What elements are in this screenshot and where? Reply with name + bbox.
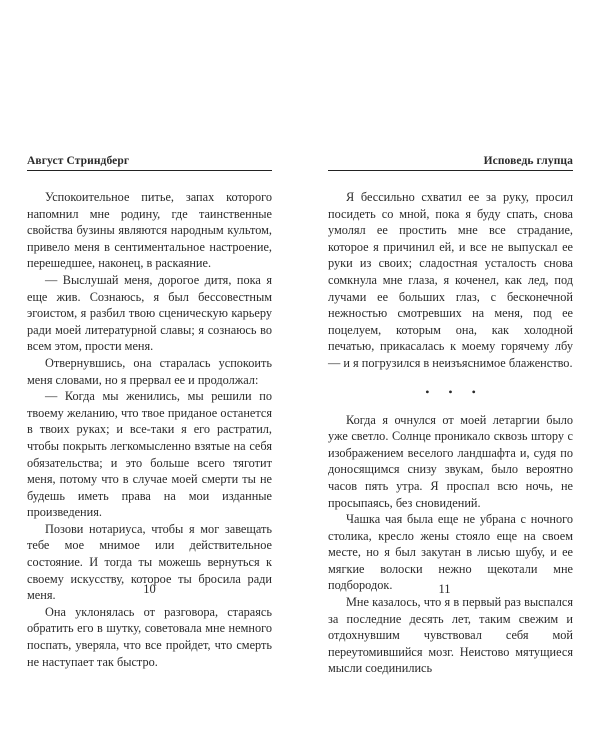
running-head-title: Исповедь глупца bbox=[328, 155, 573, 171]
running-head-author: Август Стриндберг bbox=[27, 155, 272, 171]
page-number-right: 11 bbox=[438, 582, 451, 596]
right-page-body bbox=[328, 189, 573, 677]
paragraph: Чашка чая была еще не убрана с ночного столика, кресло жены стояло еще на своем месте, но я был закутан в лисью шубу, и ее мягкие волоски нежно щекотали мне подбородок. bbox=[328, 512, 573, 593]
left-page-body bbox=[27, 189, 272, 670]
paragraph: Когда я очнулся от моей летаргии было уже светло. Солнце проникало сквозь штору с изображением веселого ландшафта и, судя по доносящимся снизу звукам, было вероятно часов пять утра. Я проспал всю ночь, не просыпаясь, без сновидений. bbox=[328, 412, 573, 510]
paragraph: — Когда мы женились, мы решили по твоему желанию, что твое приданое останется в твоих руках; и все-таки я его растратил, чтобы покрыть легкомысленно взятые на себя обязательства; и это больше всего тяготит меня, потому что в случае моей смерти ты не будешь иметь права на мои изданные произведения. bbox=[27, 389, 272, 520]
paragraph: Позови нотариуса, чтобы я мог завещать тебе мое мнимое или действительное состояние. И тогда ты можешь вернуться к своему искусству, которое ты бросила ради меня. bbox=[27, 521, 272, 603]
paragraph: Успокоительное питье, запах которого напомнил мне родину, где таинственные свойства бузины являются народным культом, привело меня в сентиментальное настроение, перешедшее, наконец, в раскаяние. bbox=[27, 190, 272, 271]
paragraph: Мне казалось, что я в первый раз выспался за последние десять лет, таким свежим и отдохнувшим чувствовал себя мой переутомившийся мозг. Неистово мятущиеся мысли соединились bbox=[328, 595, 573, 676]
paragraph: Она уклонялась от разговора, стараясь обратить его в шутку, советовала мне немного поспать, уверяла, что все пройдет, что смерть не наступает так быстро. bbox=[27, 604, 272, 669]
paragraph: — Выслушай меня, дорогое дитя, пока я еще жив. Сознаюсь, я был бессовестным эгоистом, я разбил твою сценическую карьеру ради моей литературной славы; я сознаюсь во всем этом, прости меня. bbox=[27, 272, 272, 354]
right-page bbox=[328, 155, 573, 677]
paragraph: Отвернувшись, она старалась успокоить меня словами, но я прервал ее и продолжал: bbox=[27, 355, 272, 387]
page-number-left: 10 bbox=[143, 582, 156, 596]
section-break: • • • bbox=[425, 384, 484, 399]
paragraph: Я бессильно схватил ее за руку, просил посидеть со мной, пока я буду спать, снова умолял ее простить мне все страдание, которое я причинил ей, и все не выпускал ее руки из своих; сладостная усталость снова сомкнула мне глаза, я коченел, как лед, под лучами ее больших глаз, с бесконечной нежностью смотревших на меня, под ее поцелуем, которым она, как холодной печатью, прикасалась к моему горячему лбу — и я погрузился в неизъяснимое блаженство. bbox=[328, 190, 573, 370]
